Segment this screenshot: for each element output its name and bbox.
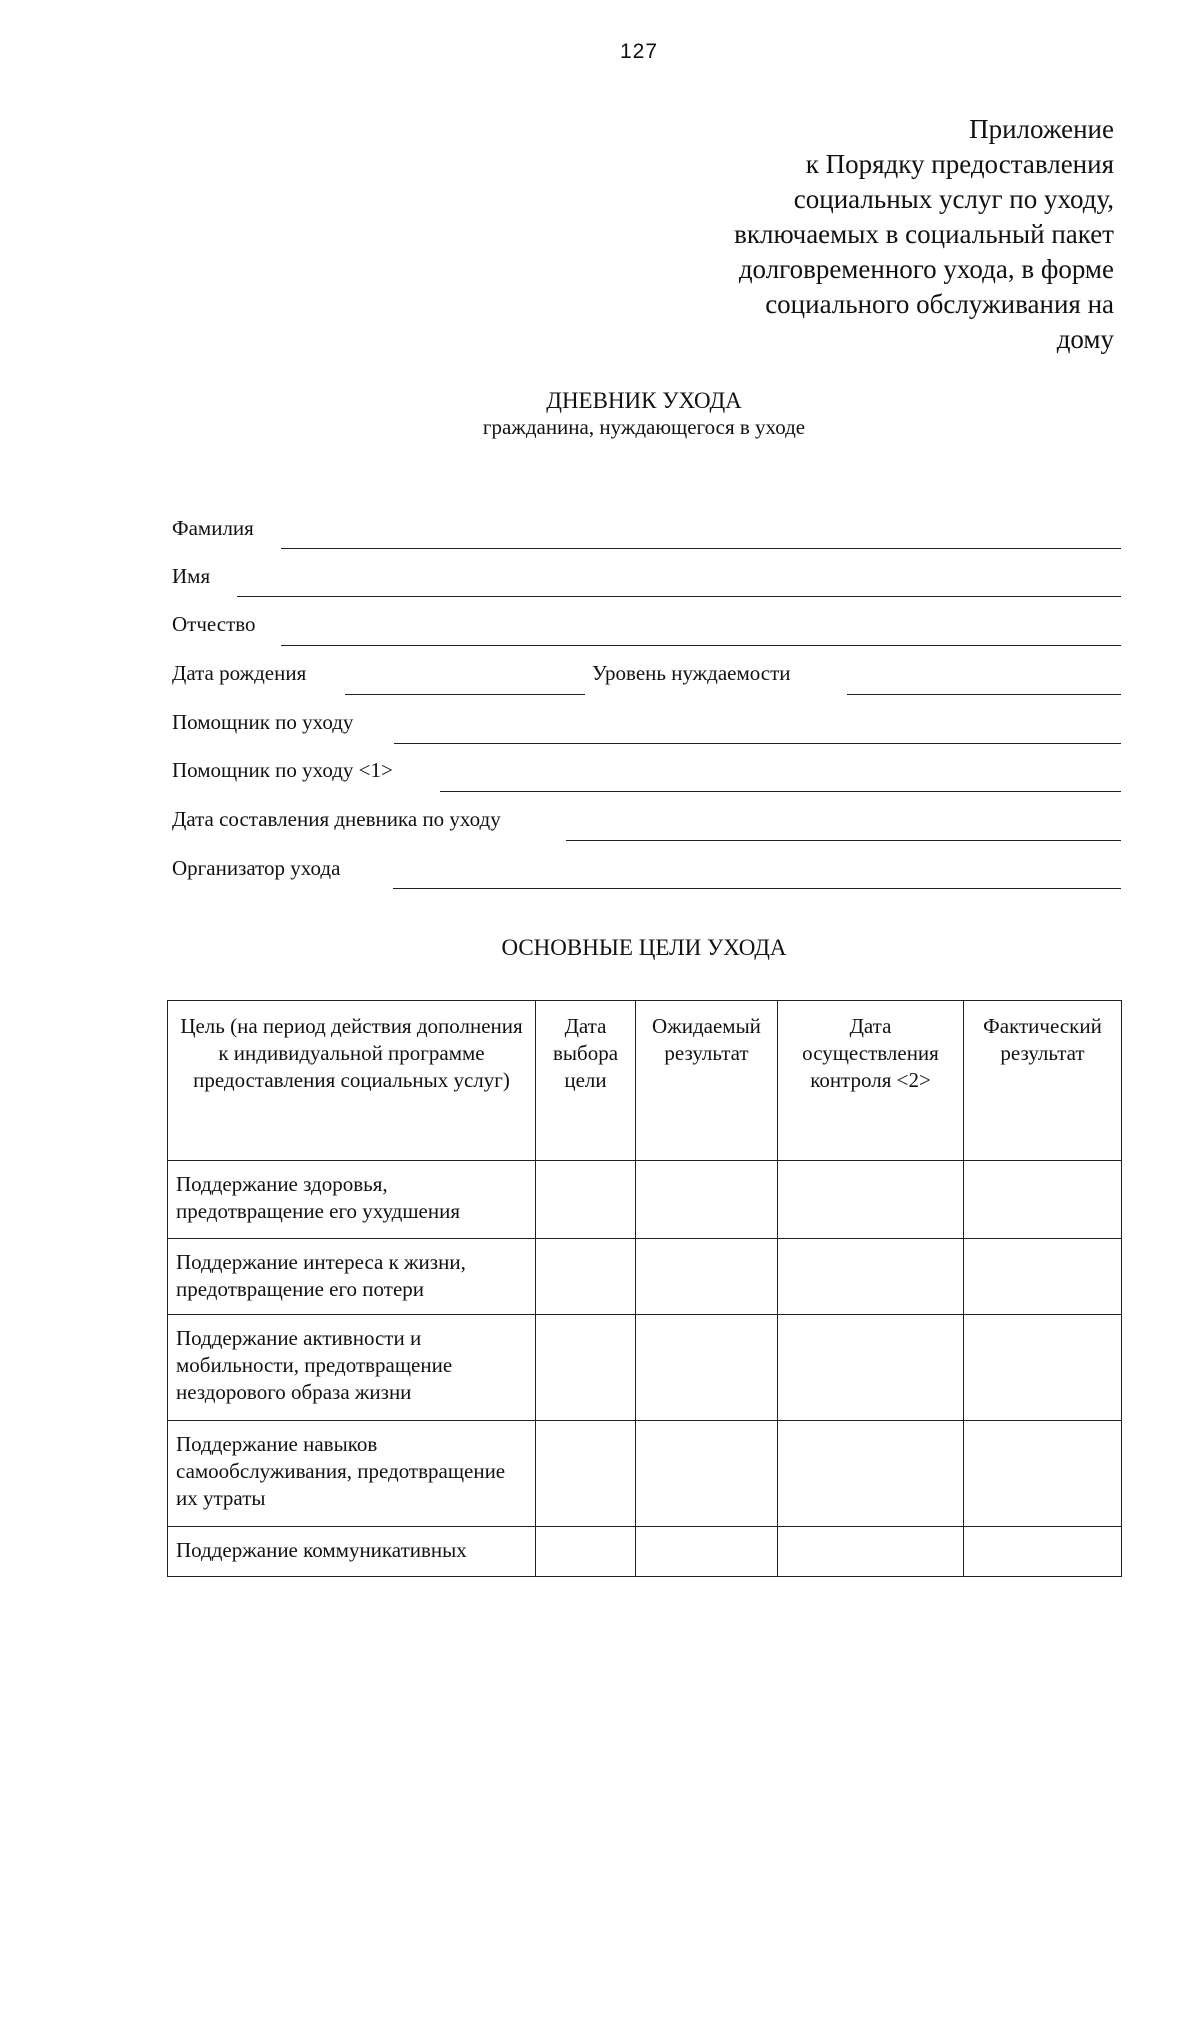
- birth-date-label: Дата рождения: [172, 661, 307, 685]
- table-row: [168, 1527, 1122, 1577]
- appendix-line: Приложение: [969, 114, 1114, 144]
- column-header-actual-result: Фактический результат: [964, 1001, 1122, 1161]
- appendix-line: к Порядку предоставления: [805, 149, 1114, 179]
- appendix-line: долговременного ухода, в форме: [738, 254, 1114, 284]
- column-header-control-date: Дата осуществления контроля <2>: [778, 1001, 964, 1161]
- name-label: Имя: [172, 564, 211, 588]
- expected-result-cell[interactable]: [636, 1315, 778, 1421]
- table-row: [168, 1421, 1122, 1527]
- actual-result-cell[interactable]: [964, 1421, 1122, 1527]
- diary-date-field[interactable]: [566, 840, 1121, 842]
- table-row: [168, 1161, 1122, 1239]
- appendix-line: социальных услуг по уходу,: [793, 184, 1114, 214]
- expected-result-cell[interactable]: [636, 1239, 778, 1315]
- surname-field[interactable]: [281, 548, 1121, 550]
- expected-result-cell[interactable]: [636, 1527, 778, 1577]
- control-date-cell[interactable]: [778, 1315, 964, 1421]
- appendix-line: социального обслуживания на: [765, 289, 1114, 319]
- table-row: [168, 1315, 1122, 1421]
- control-date-cell[interactable]: [778, 1421, 964, 1527]
- column-header-goal: Цель (на период действия дополнения к индивидуальной программе предоставления социальных услуг): [168, 1001, 536, 1161]
- care-goals-table: [167, 1000, 1122, 1577]
- document-subtitle: гражданина, нуждающегося в уходе: [482, 415, 806, 439]
- selection-date-cell[interactable]: [536, 1527, 636, 1577]
- goal-cell: Поддержание здоровья, предотвращение его ухудшения: [168, 1161, 536, 1239]
- care-assistant-2-field[interactable]: [440, 791, 1121, 793]
- birth-date-field[interactable]: [345, 694, 585, 696]
- column-header-selection-date: Дата выбора цели: [536, 1001, 636, 1161]
- goal-cell: Поддержание активности и мобильности, предотвращение нездорового образа жизни: [168, 1315, 536, 1421]
- need-level-label: Уровень нуждаемости: [592, 661, 791, 685]
- care-organizer-label: Организатор ухода: [172, 856, 341, 880]
- selection-date-cell[interactable]: [536, 1239, 636, 1315]
- care-organizer-field[interactable]: [393, 888, 1121, 890]
- goals-section-title: ОСНОВНЫЕ ЦЕЛИ УХОДА: [501, 935, 787, 960]
- page-number: 127: [620, 40, 659, 63]
- control-date-cell[interactable]: [778, 1527, 964, 1577]
- selection-date-cell[interactable]: [536, 1421, 636, 1527]
- need-level-field[interactable]: [847, 694, 1121, 696]
- actual-result-cell[interactable]: [964, 1315, 1122, 1421]
- care-assistant-field[interactable]: [394, 743, 1121, 745]
- control-date-cell[interactable]: [778, 1239, 964, 1315]
- table-header-row: [168, 1001, 1122, 1161]
- appendix-line: включаемых в социальный пакет: [734, 219, 1114, 249]
- patronymic-label: Отчество: [172, 612, 256, 636]
- column-header-expected-result: Ожидаемый результат: [636, 1001, 778, 1161]
- goal-cell: Поддержание интереса к жизни, предотвращение его потери: [168, 1239, 536, 1315]
- care-assistant-label: Помощник по уходу: [172, 710, 354, 734]
- patronymic-field[interactable]: [281, 645, 1121, 647]
- surname-label: Фамилия: [172, 516, 254, 540]
- goal-cell: Поддержание коммуникативных: [168, 1527, 536, 1577]
- appendix-line: дому: [1056, 324, 1114, 354]
- expected-result-cell[interactable]: [636, 1421, 778, 1527]
- diary-date-label: Дата составления дневника по уходу: [172, 807, 501, 831]
- name-field[interactable]: [237, 596, 1121, 598]
- care-assistant-2-label: Помощник по уходу <1>: [172, 758, 393, 782]
- actual-result-cell[interactable]: [964, 1527, 1122, 1577]
- table-row: [168, 1239, 1122, 1315]
- selection-date-cell[interactable]: [536, 1161, 636, 1239]
- control-date-cell[interactable]: [778, 1161, 964, 1239]
- appendix-header: [554, 112, 1114, 357]
- actual-result-cell[interactable]: [964, 1239, 1122, 1315]
- document-title: ДНЕВНИК УХОДА: [546, 388, 742, 413]
- goal-cell: Поддержание навыков самообслуживания, предотвращение их утраты: [168, 1421, 536, 1527]
- actual-result-cell[interactable]: [964, 1161, 1122, 1239]
- selection-date-cell[interactable]: [536, 1315, 636, 1421]
- expected-result-cell[interactable]: [636, 1161, 778, 1239]
